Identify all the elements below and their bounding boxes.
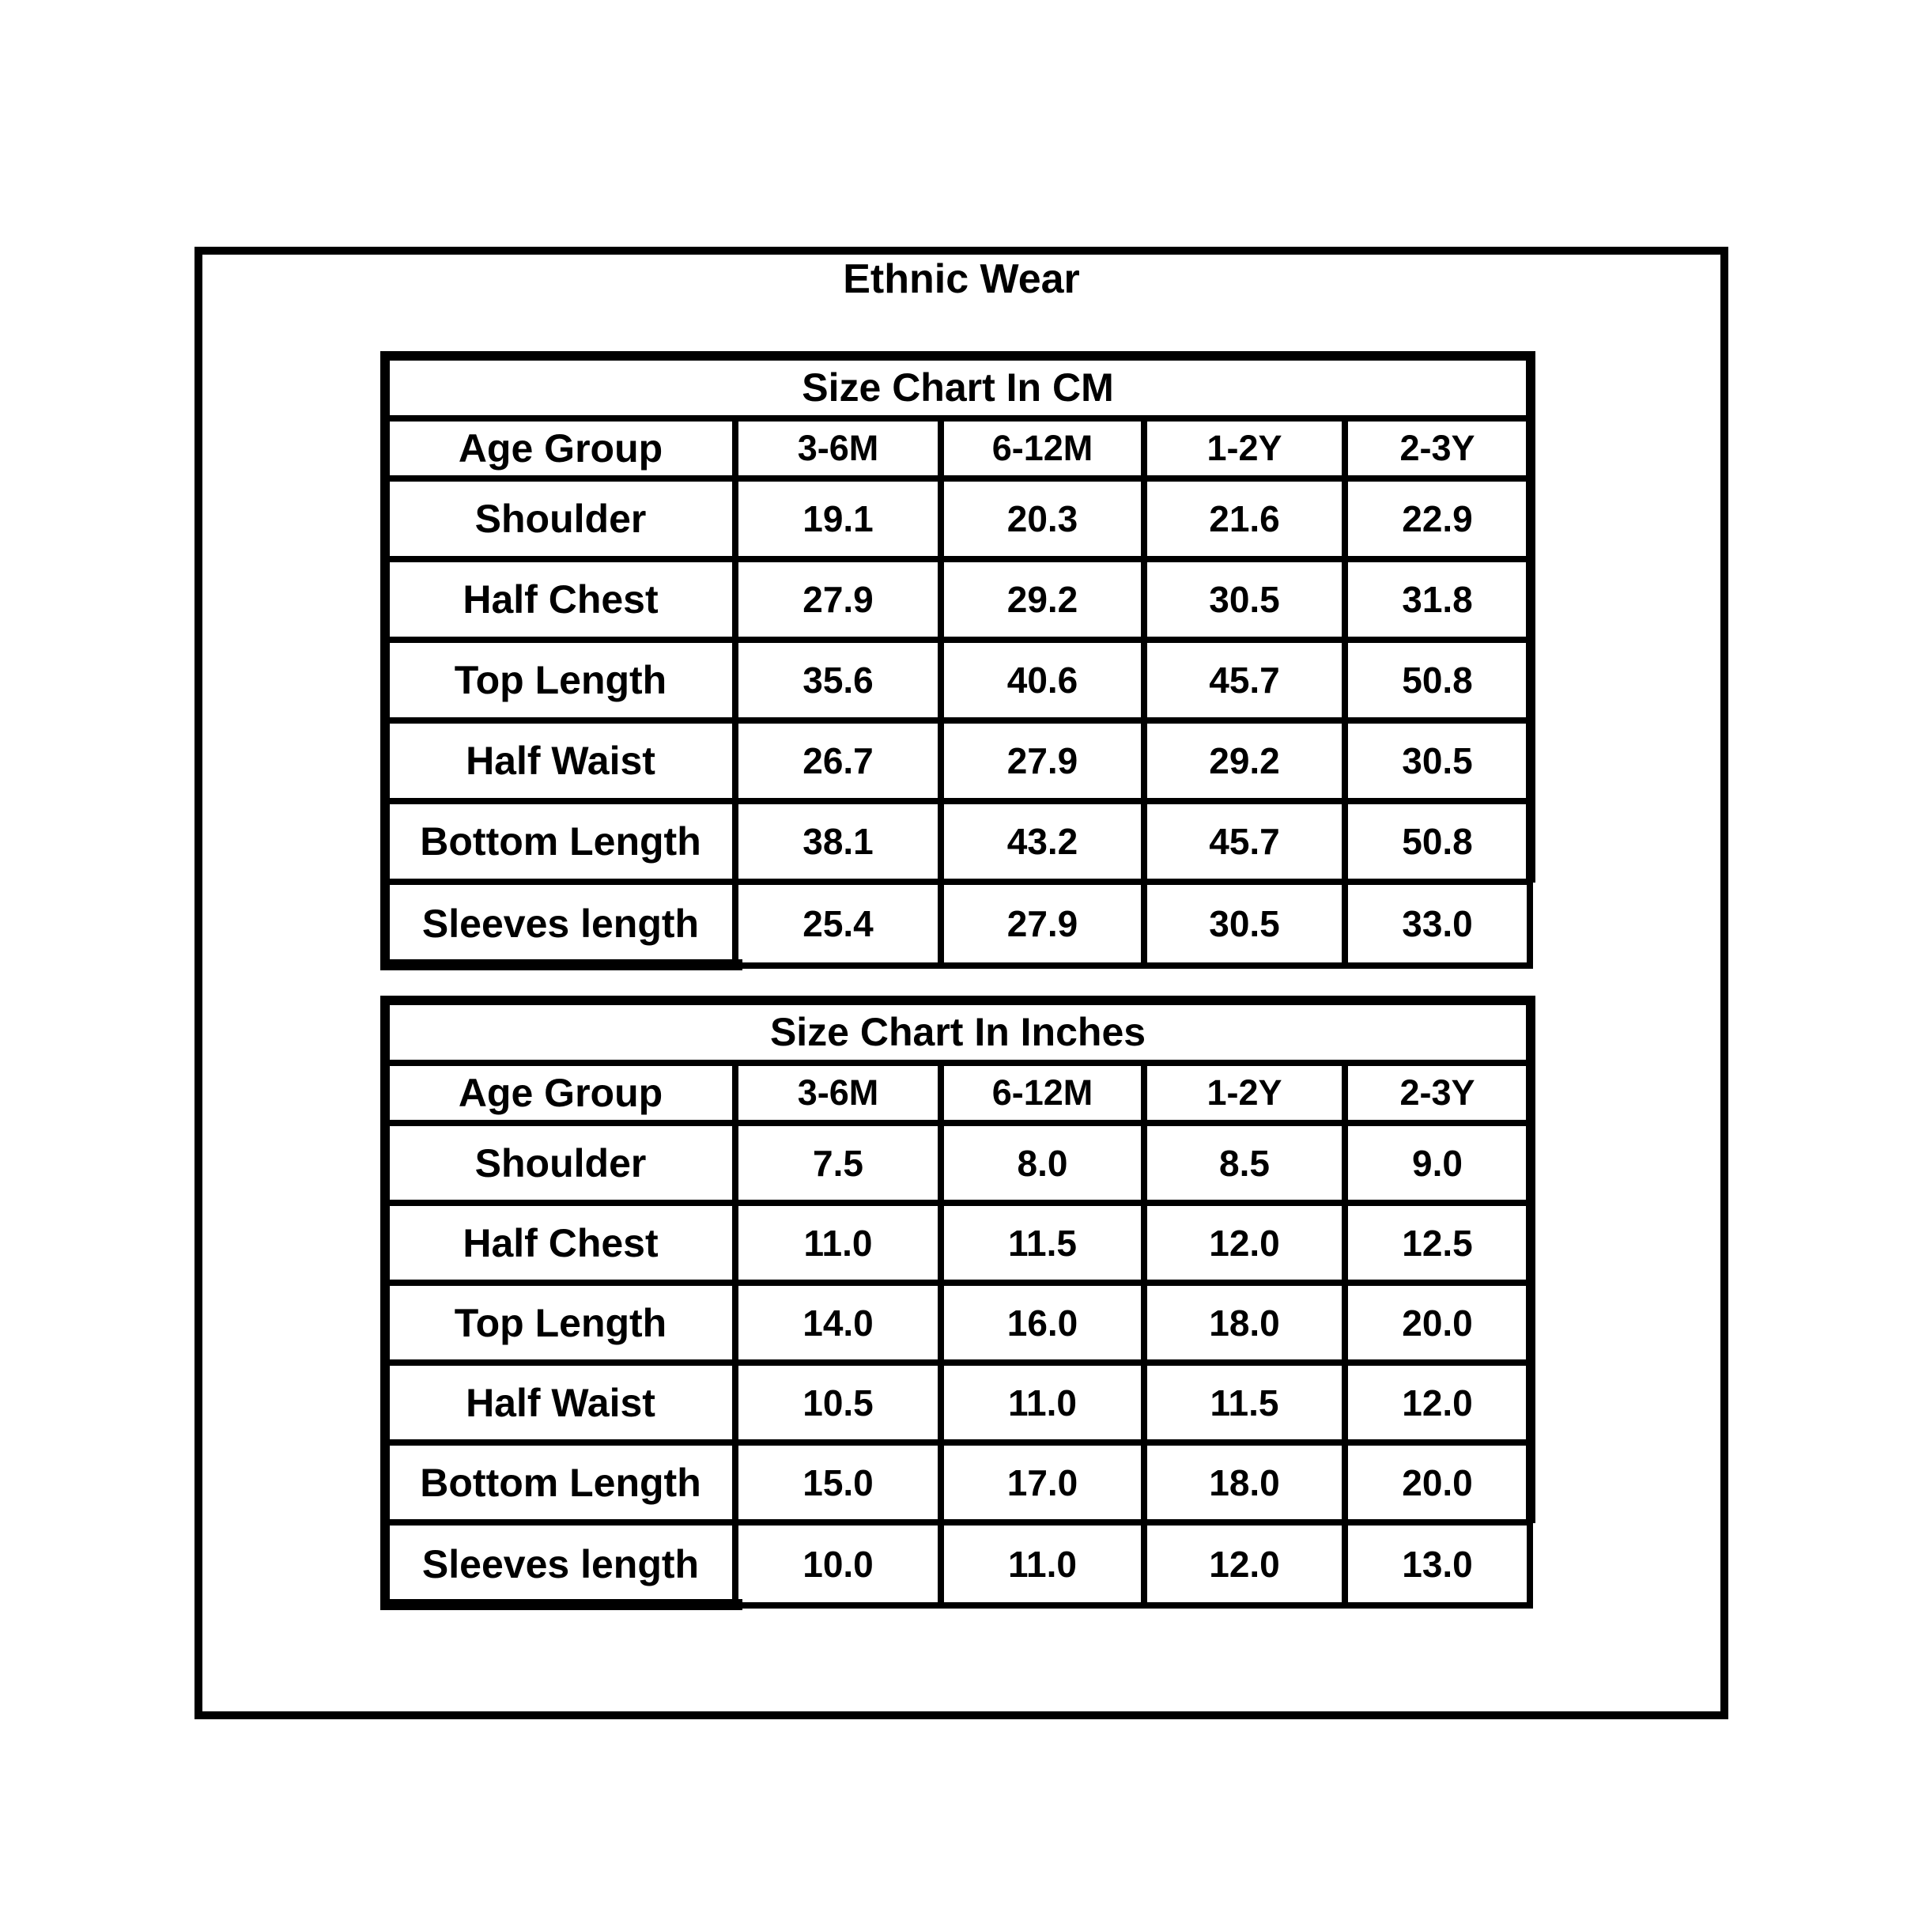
cell-value: 31.8 [1345,559,1530,640]
cell-value: 14.0 [735,1283,941,1363]
cell-value: 19.1 [735,478,941,559]
cell-value: 11.0 [941,1363,1144,1442]
cell-value: 45.7 [1144,640,1345,720]
page-title: Ethnic Wear [843,256,1080,302]
cell-value: 29.2 [941,559,1144,640]
cell-value: 33.0 [1345,882,1530,966]
table-row [386,1123,1530,1203]
thick-border-right [1526,996,1535,1523]
cell-value: 10.0 [735,1522,941,1605]
table-row [386,1522,1530,1605]
cell-value: 40.6 [941,640,1144,720]
cell-value: 12.5 [1345,1203,1530,1283]
cell-value: 18.0 [1144,1283,1345,1363]
column-header-2-3y: 2-3Y [1345,418,1530,478]
thick-border-top [380,351,1535,361]
thick-border-right [1526,351,1535,883]
cell-value: 38.1 [735,801,941,882]
cell-value: 15.0 [735,1442,941,1522]
size-chart-table-inches [383,998,1533,1609]
column-header-2-3y: 2-3Y [1345,1063,1530,1123]
thick-border-bottom-left [380,959,742,970]
row-label: Half Waist [386,1363,735,1442]
row-label: Sleeves length [386,882,735,966]
cell-value: 30.5 [1144,882,1345,966]
row-label: Top Length [386,1283,735,1363]
cell-value: 7.5 [735,1123,941,1203]
column-header-6-12m: 6-12M [941,1063,1144,1123]
row-label: Half Waist [386,720,735,801]
cell-value: 50.8 [1345,640,1530,720]
cell-value: 26.7 [735,720,941,801]
cell-value: 35.6 [735,640,941,720]
cell-value: 30.5 [1345,720,1530,801]
column-header-3-6m: 3-6M [735,1063,941,1123]
table-row [386,720,1530,801]
cell-value: 12.0 [1144,1203,1345,1283]
cell-value: 18.0 [1144,1442,1345,1522]
cell-value: 27.9 [941,720,1144,801]
column-header-age-group: Age Group [386,418,735,478]
size-chart-table-inches-grid [383,998,1533,1609]
cell-value: 25.4 [735,882,941,966]
table-row [386,1283,1530,1363]
cell-value: 45.7 [1144,801,1345,882]
cell-value: 11.0 [735,1203,941,1283]
cell-value: 27.9 [735,559,941,640]
row-label: Bottom Length [386,801,735,882]
thick-border-top [380,996,1535,1005]
table-row [386,1363,1530,1442]
cell-value: 8.5 [1144,1123,1345,1203]
thick-border-bottom-left [380,1599,742,1610]
table-row [386,640,1530,720]
cell-value: 21.6 [1144,478,1345,559]
cell-value: 17.0 [941,1442,1144,1522]
column-header-6-12m: 6-12M [941,418,1144,478]
cell-value: 11.5 [941,1203,1144,1283]
cell-value: 29.2 [1144,720,1345,801]
table-title-cm: Size Chart In CM [386,357,1530,418]
table-row [386,1203,1530,1283]
table-row [386,801,1530,882]
cell-value: 50.8 [1345,801,1530,882]
cell-value: 30.5 [1144,559,1345,640]
cell-value: 43.2 [941,801,1144,882]
table-row [386,478,1530,559]
thick-border-left [380,996,390,1610]
row-label: Sleeves length [386,1522,735,1605]
row-label: Shoulder [386,1123,735,1203]
cell-value: 11.5 [1144,1363,1345,1442]
table-row [386,559,1530,640]
cell-value: 20.3 [941,478,1144,559]
row-label: Half Chest [386,1203,735,1283]
column-header-1-2y: 1-2Y [1144,418,1345,478]
thick-border-left [380,351,390,970]
row-label: Top Length [386,640,735,720]
column-header-1-2y: 1-2Y [1144,1063,1345,1123]
column-header-age-group: Age Group [386,1063,735,1123]
cell-value: 27.9 [941,882,1144,966]
cell-value: 8.0 [941,1123,1144,1203]
cell-value: 16.0 [941,1283,1144,1363]
table-row [386,882,1530,966]
cell-value: 20.0 [1345,1442,1530,1522]
cell-value: 10.5 [735,1363,941,1442]
size-chart-table-cm [383,354,1533,969]
cell-value: 11.0 [941,1522,1144,1605]
row-label: Half Chest [386,559,735,640]
cell-value: 9.0 [1345,1123,1530,1203]
table-row [386,1442,1530,1522]
row-label: Bottom Length [386,1442,735,1522]
column-header-3-6m: 3-6M [735,418,941,478]
row-label: Shoulder [386,478,735,559]
cell-value: 12.0 [1345,1363,1530,1442]
cell-value: 22.9 [1345,478,1530,559]
cell-value: 13.0 [1345,1522,1530,1605]
cell-value: 20.0 [1345,1283,1530,1363]
table-title-inches: Size Chart In Inches [386,1001,1530,1063]
size-chart-table-cm-grid [383,354,1533,969]
cell-value: 12.0 [1144,1522,1345,1605]
